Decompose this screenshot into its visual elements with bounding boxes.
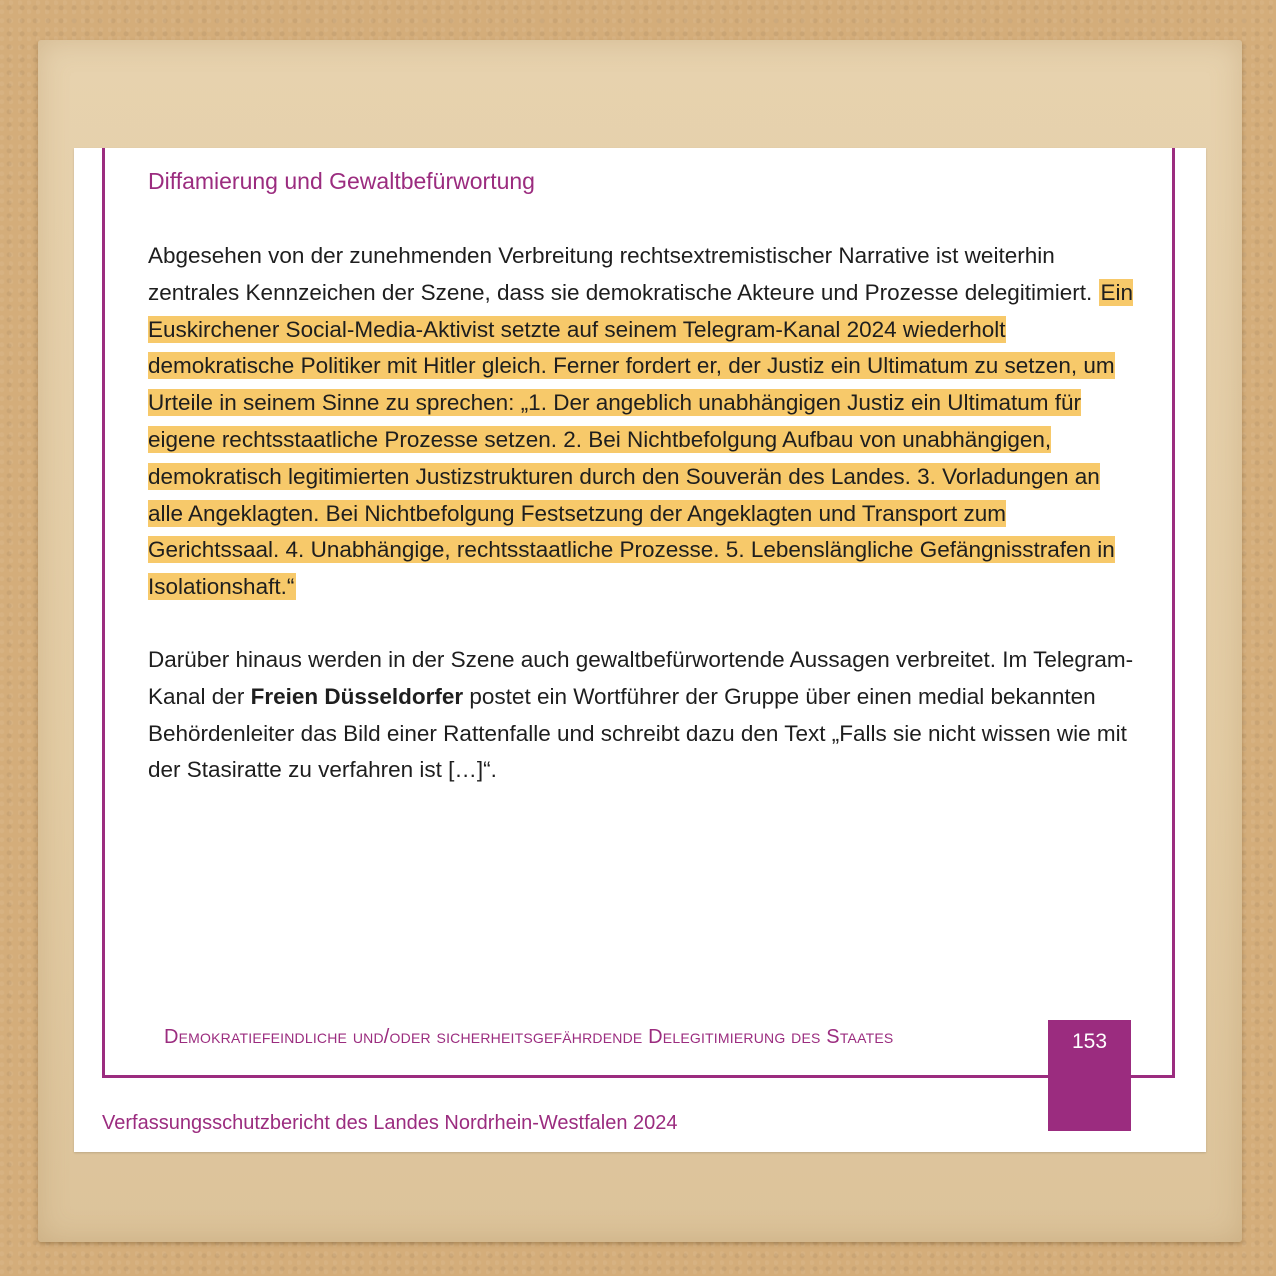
paragraph-2-part2: postet ein Wortführer der Gruppe über einen medial bekannten Behördenleiter das Bild einer Rattenfalle und schreibt dazu den Text „Falls sie nicht wissen wie mit der Stasiratte zu verfahren ist […]“.	[148, 683, 1127, 783]
footer-publication: Verfassungsschutzbericht des Landes Nordrhein-Westfalen 2024	[102, 1112, 678, 1134]
body-text	[148, 238, 1138, 789]
running-head: Demokratiefeindliche und/oder sicherheitsgefährdende Delegitimierung des Staates	[164, 1026, 894, 1048]
frame-left-rule	[102, 148, 105, 1078]
paragraph-1-plain: Abgesehen von der zunehmenden Verbreitung rechtsextremistischer Narrative ist weiterhin zentrales Kennzeichen der Szene, dass sie demokratische Akteure und Prozesse delegitimiert.	[148, 243, 1099, 305]
section-title: Diffamierung und Gewaltbefürwortung	[148, 168, 535, 194]
paragraph-2-part1: Darüber hinaus werden in der Szene auch gewaltbefürwortende Aussagen verbreitet. Im Telegram-Kanal der	[148, 646, 1134, 709]
page-number-box	[1048, 1020, 1131, 1131]
highlighted-quote: Ein Euskirchener Social-Media-Aktivist setzte auf seinem Telegram-Kanal 2024 wiederholt demokratische Politiker mit Hitler gleich. Ferner fordert er, der Justiz ein Ultimatum zu setzen, um Urteile in seinem Sinne zu sprechen: „1. Der angeblich unabhängigen Justiz ein Ultimatum für eigene rechtsstaatliche Prozesse setzen. 2. Bei Nichtbefolgung Aufbau von unabhängigen, demokratisch legitimierten Justizstrukturen durch den Souverän des Landes. 3. Vorladungen an alle Angeklagten. Bei Nichtbefolgung Festsetzung der Angeklagten und Transport zum Gerichtssaal. 4. Unabhängige, rechtsstaatliche Prozesse. 5. Lebenslängliche Gefängnisstrafen in Isolationshaft.“	[148, 279, 1134, 600]
frame-right-rule	[1172, 148, 1175, 1078]
frame-bottom-rule	[102, 1075, 1175, 1078]
paragraph-1	[148, 238, 1138, 606]
group-name-bold: Freien Düsseldorfer	[250, 683, 464, 709]
page-number: 153	[1071, 1030, 1108, 1053]
document-page	[74, 148, 1206, 1152]
paragraph-2	[148, 642, 1138, 789]
